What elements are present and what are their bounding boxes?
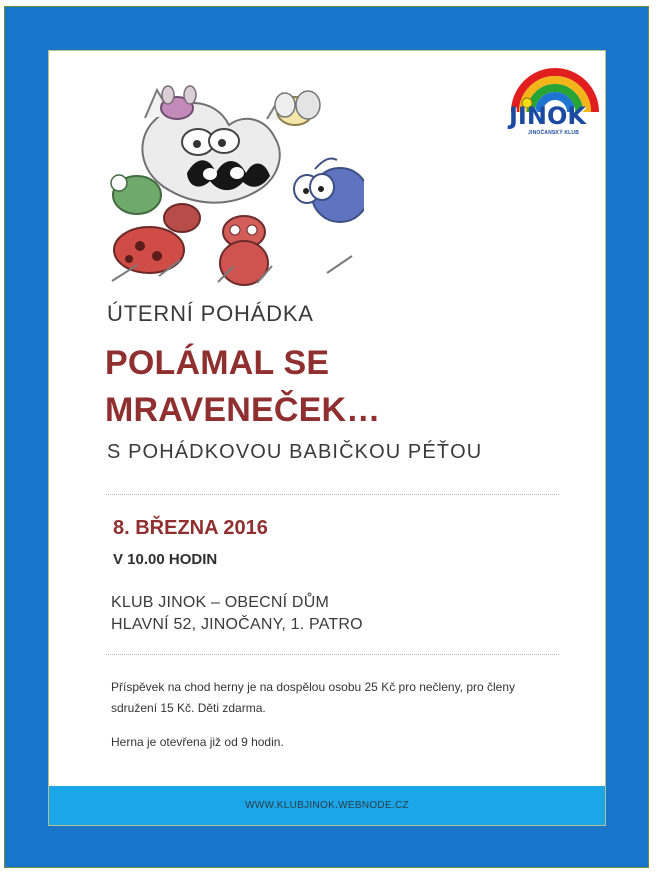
top-divider bbox=[106, 494, 559, 495]
event-place-line-2: HLAVNÍ 52, JINOČANY, 1. PATRO bbox=[111, 616, 363, 633]
event-kicker: ÚTERNÍ POHÁDKA bbox=[107, 301, 314, 326]
poster-page bbox=[48, 50, 606, 826]
event-date: 8. BŘEZNA 2016 bbox=[113, 517, 268, 539]
logo-wordmark: JINOK bbox=[509, 102, 586, 130]
footer-url[interactable]: WWW.KLUBJINOK.WEBNODE.CZ bbox=[245, 800, 409, 811]
bugs-illustration-icon bbox=[102, 85, 364, 291]
event-time: V 10.00 HODIN bbox=[113, 551, 218, 568]
bottom-divider bbox=[106, 654, 559, 655]
event-place-line-1: KLUB JINOK – OBECNÍ DŮM bbox=[111, 594, 329, 611]
info-paragraph: Příspěvek na chod herny je na dospělou osobu 25 Kč pro nečleny, pro členy sdružení 15 Kč. Děti zdarma. bbox=[111, 680, 516, 715]
poster-frame bbox=[4, 6, 649, 868]
logo-subtext: JINOČANSKÝ KLUB bbox=[528, 130, 580, 136]
info-paragraph-2: Herna je otevřena již od 9 hodin. bbox=[111, 735, 284, 749]
footer-bar bbox=[49, 786, 605, 825]
event-subtitle: S POHÁDKOVOU BABIČKOU PÉŤOU bbox=[107, 441, 483, 463]
event-title: POLÁMAL SE MRAVENEČEK… bbox=[105, 344, 381, 429]
jinok-logo bbox=[501, 64, 611, 136]
